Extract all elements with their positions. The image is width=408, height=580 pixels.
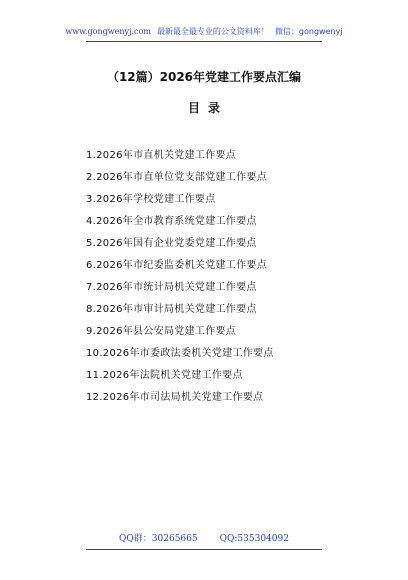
header-tagline: 最新最全最专业的公文资料库！	[156, 27, 269, 36]
header-wechat: 微信：gongwenyj	[274, 27, 343, 36]
toc-item-4[interactable]: 4.2026年全市教育系统党建工作要点	[86, 216, 257, 227]
toc-item-3[interactable]: 3.2026年学校党建工作要点	[86, 194, 216, 205]
page-footer	[0, 533, 408, 545]
page-header	[0, 26, 408, 38]
footer-divider	[86, 549, 322, 550]
header-site-link[interactable]: www.gongwenyj.com	[65, 27, 151, 36]
footer-qq-group: QQ群：30265665	[119, 534, 198, 544]
toc-item-11[interactable]: 11.2026年法院机关党建工作要点	[86, 370, 243, 381]
toc-item-7[interactable]: 7.2026年市统计局机关党建工作要点	[86, 282, 257, 293]
toc-item-10[interactable]: 10.2026年市委政法委机关党建工作要点	[86, 348, 274, 359]
toc-item-2[interactable]: 2.2026年市直单位党支部党建工作要点	[86, 172, 267, 183]
header-divider	[86, 41, 322, 42]
toc-item-5[interactable]: 5.2026年国有企业党委党建工作要点	[86, 238, 257, 249]
toc-item-9[interactable]: 9.2026年县公安局党建工作要点	[86, 326, 237, 337]
toc-item-6[interactable]: 6.2026年市纪委监委机关党建工作要点	[86, 260, 267, 271]
toc-item-12[interactable]: 12.2026年市司法局机关党建工作要点	[86, 392, 264, 403]
toc-item-1[interactable]: 1.2026年市直机关党建工作要点	[86, 150, 237, 161]
document-title: （12篇）2026年党建工作要点汇编	[106, 70, 302, 84]
table-of-contents	[86, 145, 274, 409]
toc-item-8[interactable]: 8.2026年市审计局机关党建工作要点	[86, 304, 257, 315]
footer-qq: QQ:535304092	[219, 534, 289, 544]
toc-heading: 目录	[187, 101, 228, 115]
